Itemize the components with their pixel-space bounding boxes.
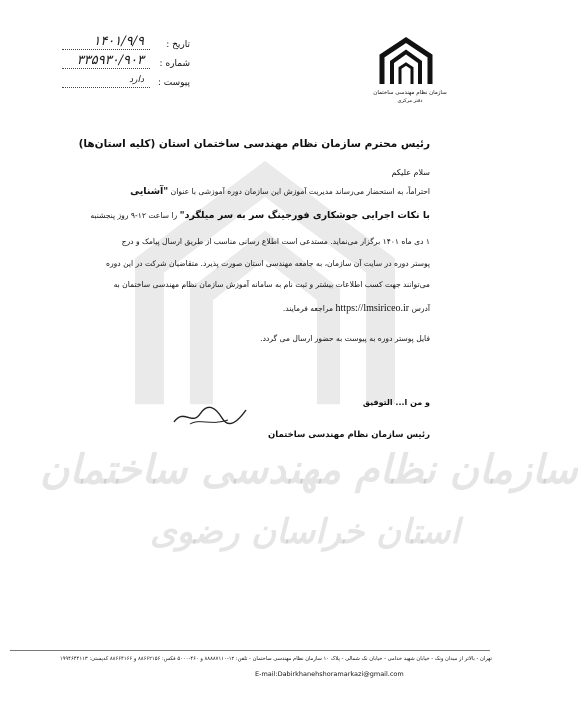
body-line-6-text: مراجعه فرمایند. bbox=[282, 304, 334, 313]
attachment-row bbox=[60, 76, 190, 92]
closing-phrase: و من ا... التوفیق bbox=[362, 398, 430, 407]
body-line-4: پوستر دوره در سایت آن سازمان، به جامعه مهندسی استان صورت پذیرد. متقاضیان شرکت در این دوره bbox=[105, 259, 430, 268]
body-line-2 bbox=[45, 210, 430, 222]
organization-logo-icon bbox=[376, 34, 436, 88]
date-value: ۱۴۰۱/۹/۹ bbox=[93, 34, 144, 49]
date-dotted-line bbox=[62, 49, 150, 50]
body-line-5: می‌توانند جهت کسب اطلاعات بیشتر و ثبت نام به سامانه آموزش سازمان نظام مهندسی ساختمان به bbox=[113, 280, 430, 289]
body-line-6 bbox=[45, 303, 430, 315]
lms-url-link[interactable]: https://lmsiriceo.ir bbox=[335, 303, 410, 314]
number-dotted-line bbox=[62, 68, 150, 69]
body-line-7: فایل پوستر دوره به پیوست به حضور ارسال می گردد. bbox=[260, 334, 430, 343]
body-line-1-text: احتراماً، به استحضار می‌رساند مدیریت آموزش این سازمان دوره آموزشی با عنوان bbox=[170, 187, 430, 196]
body-line-1 bbox=[45, 186, 430, 198]
number-row bbox=[60, 53, 190, 73]
attachment-dotted-line bbox=[62, 87, 150, 88]
attachment-label: پیوست : bbox=[157, 78, 190, 88]
organization-subtitle: دفتر مرکزی bbox=[397, 98, 423, 104]
footer-divider bbox=[10, 650, 490, 651]
watermark-org-name: سازمان نظام مهندسی ساختمان bbox=[40, 446, 578, 493]
organization-name: سازمان نظام مهندسی ساختمان bbox=[373, 90, 447, 96]
date-label: تاریخ : bbox=[166, 40, 190, 50]
footer-email[interactable]: E-mail:Dabirkhanehshoramarkazi@gmail.com bbox=[255, 670, 404, 678]
handwritten-signature-icon bbox=[170, 404, 250, 428]
course-title-part-a: "آشنایی bbox=[130, 186, 169, 197]
course-title-part-b: با نکات اجرایی جوشکاری فورجینگ سر به سر میلگرد" bbox=[179, 210, 430, 221]
greeting: سلام علیکم bbox=[391, 168, 430, 177]
date-row bbox=[60, 34, 190, 54]
attachment-value: دارد bbox=[129, 75, 144, 85]
letter-recipient-title: رئیس محترم سازمان نظام مهندسی ساختمان استان (کلیه استان‌ها) bbox=[78, 138, 430, 150]
number-value: ۳۳۵۹۳۰/۹۰۳ bbox=[76, 53, 144, 68]
footer-address: تهران - بالاتر از میدان ونک - خیابان شهید خدامی - خیابان نک شمالی - پلاک ۱۰ سازمان نظام مهندسی ساختمان - تلفن: ۱۲-۸۸۸۸۷۱۱۰ و ۴۶۰-۵۰۰۰ فکس: ۸۸۶۶۲۱۵۶ و ۸۸۶۶۴۱۶۶ کدپستی: ۱۹۹۴۶۴۴۱۱۳ bbox=[59, 656, 492, 662]
body-line-2-text: را ساعت ۱۲-۹ روز پنجشنبه bbox=[90, 211, 178, 220]
body-line-3: ۱ دی ماه ۱۴۰۱ برگزار می‌نماید. مستدعی است اطلاع رسانی مناسب از طریق ارسال پیامک و درج bbox=[121, 237, 430, 246]
watermark-province: استان خراسان رضوی bbox=[150, 512, 460, 552]
signatory-title: رئیس سازمان نظام مهندسی ساختمان bbox=[268, 430, 430, 440]
number-label: شماره : bbox=[159, 59, 190, 69]
address-label: آدرس bbox=[411, 304, 430, 313]
